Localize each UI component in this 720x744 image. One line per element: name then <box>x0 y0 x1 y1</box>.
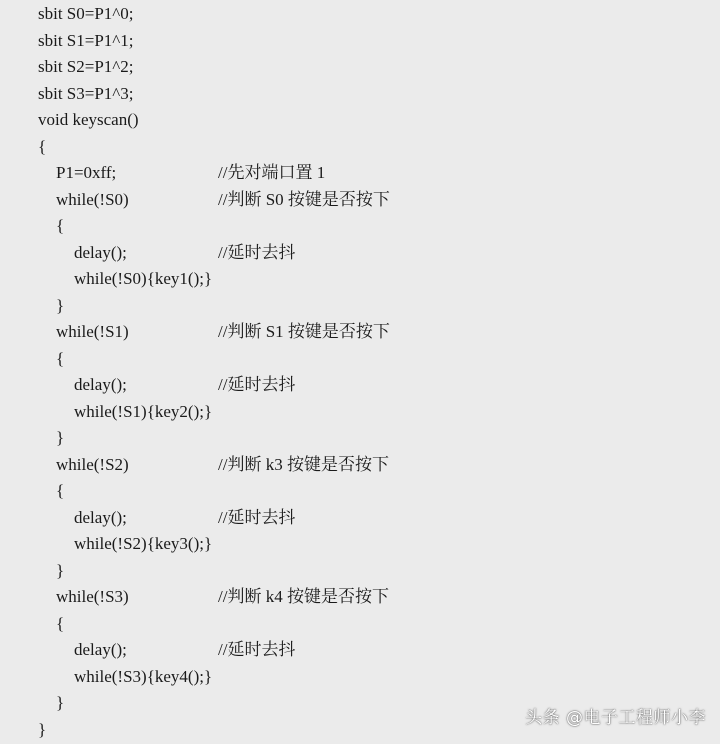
code-line: P1=0xff; <box>56 163 117 182</box>
code-line: sbit S2=P1^2; <box>38 57 134 76</box>
code-line: delay(); <box>74 243 127 262</box>
code-comment: //延时去抖 <box>218 243 296 262</box>
code-line: } <box>56 561 65 580</box>
code-line: while(!S0) <box>56 190 129 209</box>
code-line: delay(); <box>74 375 127 394</box>
code-comment: //延时去抖 <box>218 508 296 527</box>
code-line: sbit S1=P1^1; <box>38 31 134 50</box>
code-line: } <box>38 720 47 739</box>
code-line: while(!S3) <box>56 587 129 606</box>
code-comment: //判断 S1 按键是否按下 <box>218 322 390 341</box>
code-line: { <box>56 216 65 235</box>
code-comment: //判断 k4 按键是否按下 <box>218 587 389 606</box>
code-comment: //判断 S0 按键是否按下 <box>218 190 390 209</box>
watermark: 头条 @电子工程师小李 <box>525 708 706 728</box>
code-line: while(!S1){key2();} <box>74 402 213 421</box>
code-line: sbit S3=P1^3; <box>38 84 134 103</box>
code-comment: //判断 k3 按键是否按下 <box>218 455 389 474</box>
code-line: while(!S3){key4();} <box>74 667 213 686</box>
code-line: sbit S0=P1^0; <box>38 4 134 23</box>
code-line: void keyscan() <box>38 110 139 129</box>
code-line: { <box>56 481 65 500</box>
code-line: while(!S0){key1();} <box>74 269 213 288</box>
code-comment: //先对端口置 1 <box>218 163 326 182</box>
code-line: delay(); <box>74 640 127 659</box>
code-line: { <box>38 137 47 156</box>
code-line: { <box>56 349 65 368</box>
code-comment: //延时去抖 <box>218 375 296 394</box>
code-line: while(!S1) <box>56 322 129 341</box>
code-line: while(!S2){key3();} <box>74 534 213 553</box>
code-line: { <box>56 614 65 633</box>
code-comment: //延时去抖 <box>218 640 296 659</box>
code-line: delay(); <box>74 508 127 527</box>
code-line: } <box>56 428 65 447</box>
code-line: while(!S2) <box>56 455 129 474</box>
code-line: } <box>56 296 65 315</box>
code-line: } <box>56 693 65 712</box>
